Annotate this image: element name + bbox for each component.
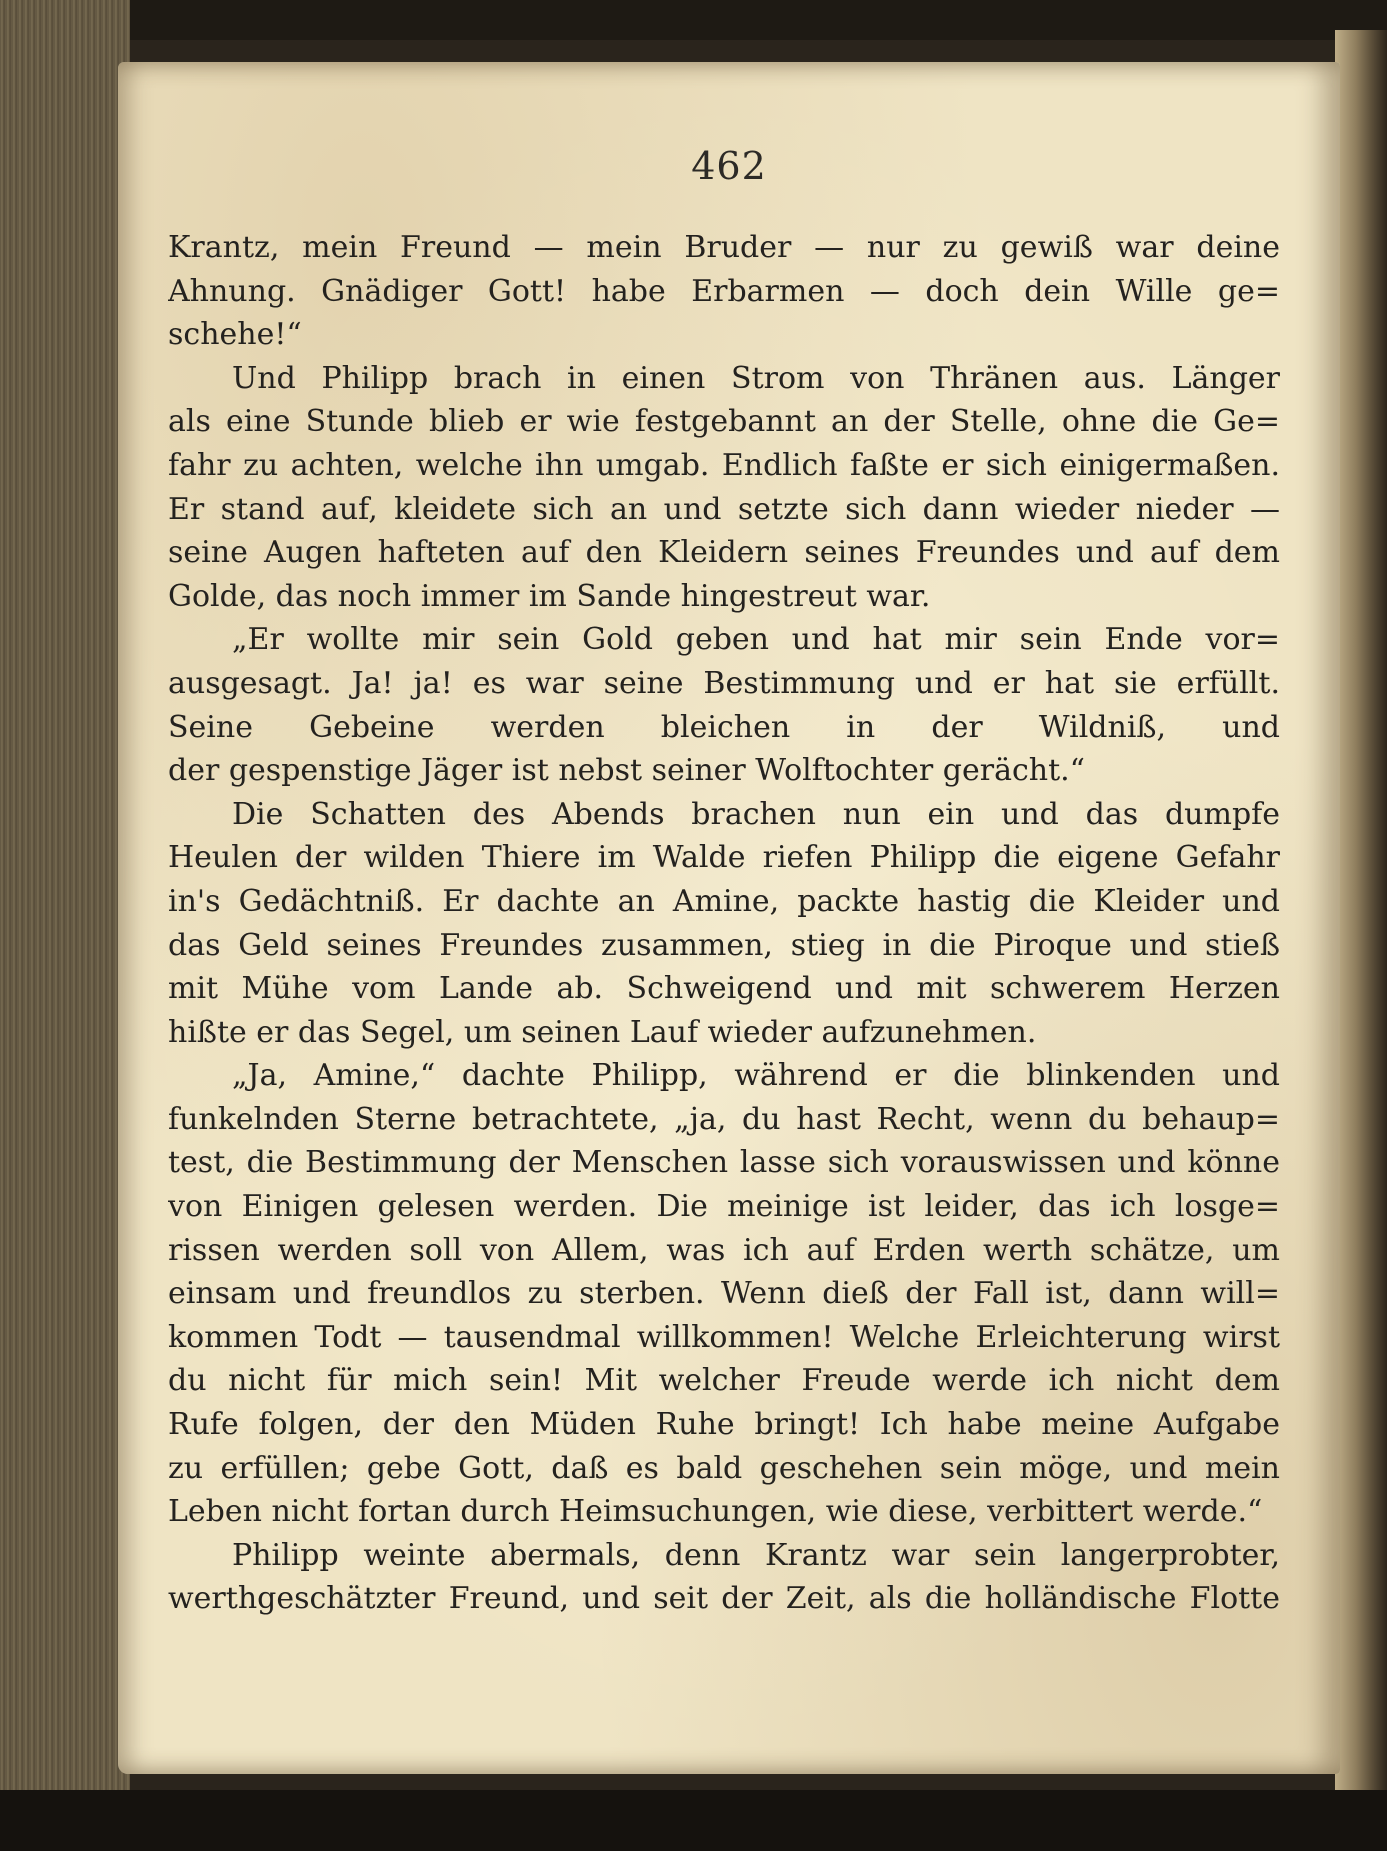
text-line: das Geld seines Freundes zusammen, stieg in die Piroque und stieß [168, 927, 1280, 963]
text-line: Und Philipp brach in einen Strom von Thränen aus. Länger [232, 360, 1280, 396]
text-line: Rufe folgen, der den Müden Ruhe bringt! Ich habe meine Aufgabe [168, 1407, 1280, 1443]
text-line: „Er wollte mir sein Gold geben und hat mir sein Ende vor= [232, 622, 1280, 658]
text-line: Er stand auf, kleidete sich an und setzte sich dann wieder nieder — [168, 491, 1280, 527]
text-line: als eine Stunde blieb er wie festgebannt an der Stelle, ohne die Ge= [168, 404, 1280, 440]
text-line: test, die Bestimmung der Menschen lasse sich vorauswissen und könne [168, 1145, 1280, 1181]
text-line: Krantz, mein Freund — mein Bruder — nur zu gewiß war deine [168, 230, 1280, 265]
text-line: kommen Todt — tausendmal willkommen! Welche Erleichterung wirst [168, 1319, 1280, 1355]
text-line: seine Augen hafteten auf den Kleidern seines Freundes und auf dem [168, 535, 1280, 571]
text-line: Heulen der wilden Thiere im Walde riefen Philipp die eigene Gefahr [168, 840, 1280, 876]
text-line: zu erfüllen; gebe Gott, daß es bald geschehen sein möge, und mein [168, 1450, 1280, 1486]
text-line: einsam und freundlos zu sterben. Wenn dieß der Fall ist, dann will= [168, 1276, 1280, 1312]
text-line: werthgeschätzter Freund, und seit der Zeit, als die holländische Flotte [168, 1581, 1280, 1617]
text-line: rissen werden soll von Allem, was ich auf Erden werth schätze, um [168, 1232, 1280, 1268]
text-line: Golde, das noch immer im Sande hingestreut war. [168, 578, 931, 614]
book-bottom-edge [0, 1790, 1387, 1851]
text-line: Die Schatten des Abends brachen nun ein und das dumpfe [232, 796, 1280, 832]
text-line: in's Gedächtniß. Er dachte an Amine, packte hastig die Kleider und [168, 883, 1280, 919]
text-line: fahr zu achten, welche ihn umgab. Endlich faßte er sich einigermaßen. [168, 447, 1280, 483]
text-line: von Einigen gelesen werden. Die meinige ist leider, das ich losge= [168, 1189, 1280, 1225]
text-line: Leben nicht fortan durch Heimsuchungen, wie diese, verbittert werde.“ [168, 1494, 1263, 1530]
text-line: Philipp weinte abermals, denn Krantz war sein langerprobter, [232, 1537, 1280, 1573]
text-line: Seine Gebeine werden bleichen in der Wildniß, und [168, 709, 1280, 745]
text-line: hißte er das Segel, um seinen Lauf wieder aufzunehmen. [168, 1014, 1037, 1050]
text-line: der gespenstige Jäger ist nebst seiner Wolftochter gerächt.“ [168, 753, 1086, 789]
book-top-edge [0, 0, 1387, 40]
text-line: ausgesagt. Ja! ja! es war seine Bestimmung und er hat sie erfüllt. [168, 665, 1280, 701]
book-page-edges [0, 0, 130, 1851]
book-gutter [1335, 30, 1387, 1810]
text-line: funkelnden Sterne betrachtete, „ja, du hast Recht, wenn du behaup= [168, 1101, 1280, 1137]
text-line: mit Mühe vom Lande ab. Schweigend und mit schwerem Herzen [168, 971, 1280, 1007]
text-line: Ahnung. Gnädiger Gott! habe Erbarmen — doch dein Wille ge= [168, 273, 1280, 309]
text-line: du nicht für mich sein! Mit welcher Freude werde ich nicht dem [168, 1363, 1280, 1399]
text-line: schehe!“ [168, 317, 302, 353]
text-line: „Ja, Amine,“ dachte Philipp, während er die blinkenden und [232, 1058, 1280, 1094]
page-number: 462 [691, 144, 767, 188]
page-text-block [168, 226, 1280, 1621]
